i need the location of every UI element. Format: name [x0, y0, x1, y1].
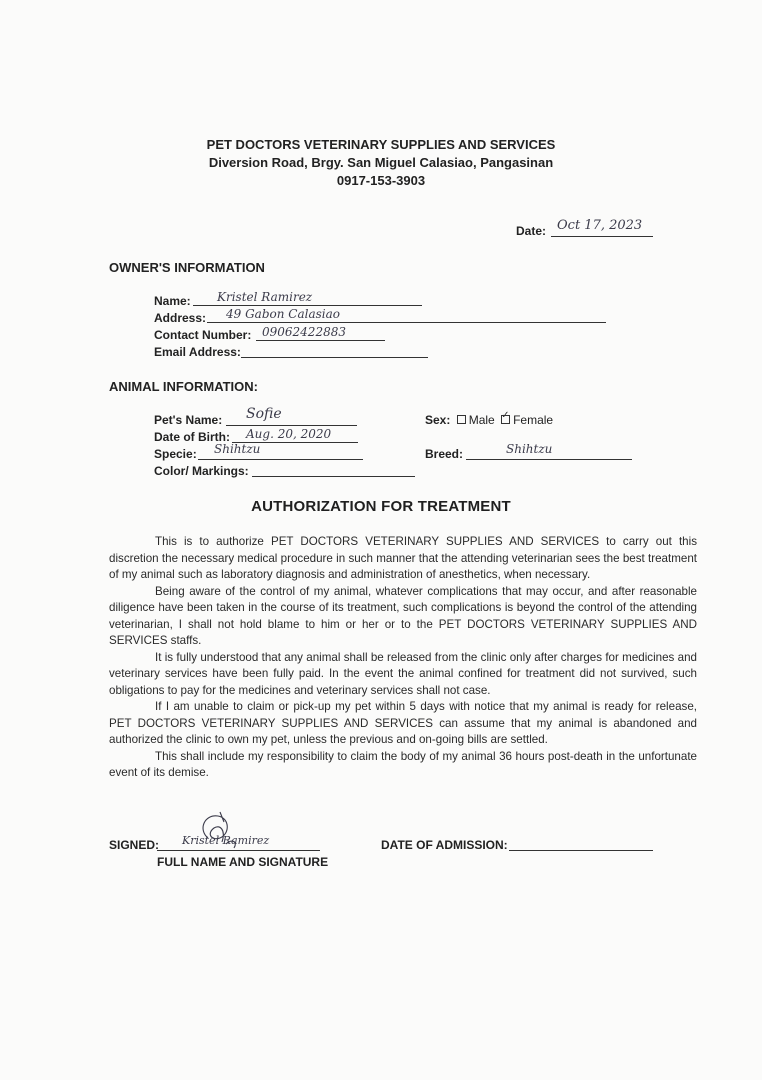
authorization-paragraph: It is fully understood that any animal shall be released from the clinic only after charges for medicines and veterinary services have been fully paid. In the event the animal confined for treatment did not survived, such obligations to pay for the medicines and veterinary services shall not case. [109, 650, 697, 697]
authorization-paragraph: Being aware of the control of my animal, whatever complications that may occur, and after reasonable diligence have been taken in the course of its treatment, such complications is beyond the control of the attending veterinarian, I shall not hold blame to him or her or to the PET DOCTORS VETERINARY SUPPLIES AND SERVICES staffs. [109, 584, 697, 647]
dob-label: Date of Birth: [154, 430, 230, 444]
female-checkbox[interactable]: ✓ [501, 415, 510, 424]
pet-name-label: Pet's Name: [154, 413, 223, 427]
pet-name-value: Sofie [246, 406, 282, 422]
dob-value: Aug. 20, 2020 [246, 427, 332, 441]
breed-value: Shihtzu [506, 442, 553, 456]
specie-value: Shihtzu [214, 442, 261, 456]
owner-email-label: Email Address: [154, 345, 241, 359]
admission-date-line [509, 850, 653, 851]
sex-field [425, 410, 554, 427]
date-value: Oct 17, 2023 [557, 218, 643, 233]
owner-name-label: Name: [154, 294, 191, 308]
company-name: PET DOCTORS VETERINARY SUPPLIES AND SERVICES [206, 137, 556, 152]
color-markings-label: Color/ Markings: [154, 464, 249, 478]
authorization-paragraph: This shall include my responsibility to claim the body of my animal 36 hours post-death in the unfortunate event of its demise. [109, 749, 697, 779]
company-address: Diversion Road, Brgy. San Miguel Calasiao, Pangasinan [208, 155, 554, 170]
owner-section-title: OWNER'S INFORMATION [109, 260, 265, 275]
specie-label: Specie: [154, 447, 197, 461]
owner-address-line [207, 322, 606, 323]
breed-line [466, 459, 632, 460]
owner-email-line [241, 357, 428, 358]
owner-contact-label: Contact Number: [154, 328, 252, 342]
breed-label: Breed: [425, 447, 464, 461]
animal-section-title: ANIMAL INFORMATION: [109, 379, 258, 394]
signed-label: SIGNED: [109, 838, 160, 852]
authorization-title: AUTHORIZATION FOR TREATMENT [251, 498, 511, 515]
sex-label: Sex: [425, 413, 451, 427]
pet-name-line [226, 425, 357, 426]
owner-address-value: 49 Gabon Calasiao [226, 307, 340, 321]
company-phone: 0917-153-3903 [336, 173, 426, 188]
owner-name-value: Kristel Ramirez [217, 290, 313, 304]
owner-address-label: Address: [154, 311, 207, 325]
color-markings-line [252, 476, 415, 477]
owner-contact-line [256, 340, 385, 341]
date-line [551, 236, 653, 237]
signature-caption: FULL NAME AND SIGNATURE [157, 855, 329, 869]
owner-name-line [193, 305, 422, 306]
authorization-paragraph: This is to authorize PET DOCTORS VETERINARY SUPPLIES AND SERVICES to carry out this discretion the necessary medical procedure in such manner that the attending veterinarian sees the best treatment of my animal such as laboratory diagnosis and administration of anesthetics, when necessary. [109, 535, 697, 581]
authorization-body [109, 534, 697, 782]
signature-value: Kristel Ramirez [182, 834, 270, 847]
sex-male-option: Male [468, 413, 495, 427]
admission-date-label: DATE OF ADMISSION: [381, 838, 508, 852]
date-label: Date: [516, 224, 547, 238]
company-header [0, 136, 762, 190]
sex-female-option: Female [513, 413, 554, 427]
authorization-paragraph: If I am unable to claim or pick-up my pet within 5 days with notice that my animal is ready for release, PET DOCTORS VETERINARY SUPPLIES AND SERVICES can assume that my animal is abandoned and authorized the clinic to own my pet, unless the previous and on-going bills are settled. [109, 700, 697, 746]
owner-contact-value: 09062422883 [262, 325, 346, 339]
specie-line [198, 459, 363, 460]
male-checkbox[interactable] [457, 415, 466, 424]
